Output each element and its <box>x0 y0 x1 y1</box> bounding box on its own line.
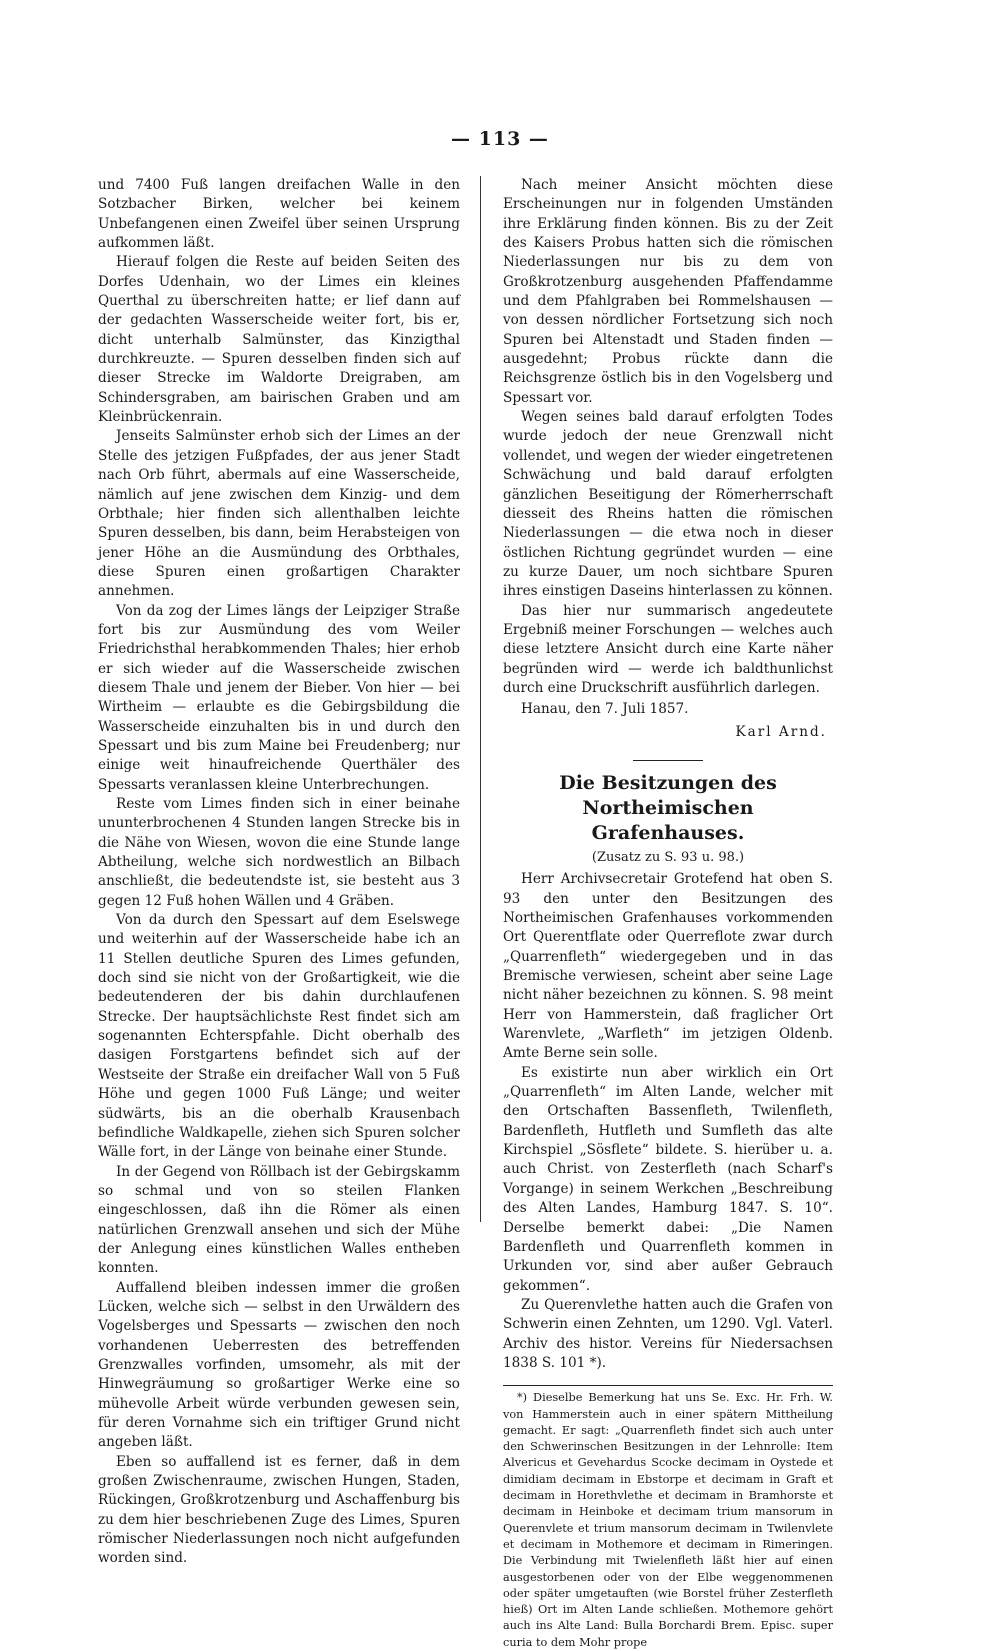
left-column <box>98 176 460 1569</box>
footnote: *) Dieselbe Bemerkung hat uns Se. Exc. Hr. Frh. W. von Hammerstein auch in einer spätern Mittheilung gemacht. Er sagt: „Quarrenfleth findet sich auch unter den Schwerinschen Besitzungen in der Lehnrolle: Item Alvericus et Gevehardus Scocke decimam in Oystede et dimidiam decimam in Ebstorpe et decimam in Graft et decimam in Horethvlethe et decimam in Bramhorste et decimam in Heinboke et decimam trium mansorum in Querenvlete et trium mansorum decimam in Twilenvlete et decimam in Mothemore et decimam in Rimeringen. Die Verbindung mit Twielenfleth läßt hier auf einen ausgestorbenen oder von der Elbe weggenommenen oder später umgetauften (wie Borstel früher Zesterfleth hieß) Ort im Alten Lande schließen. Mothemore gehört auch ins Alte Land: Bulla Borchardi Brem. Episc. super curia to dem Mohr prope <box>503 1391 833 1649</box>
left-paragraph-2: Hierauf folgen die Reste auf beiden Seiten des Dorfes Udenhain, wo der Limes ein kleines Querthal zu überschreiten hatte; er lief dann auf der gedachten Wasserscheide weiter fort, bis er, dicht unterhalb Salmünster, das Kinzigthal durchkreuzte. — Spuren desselben finden sich auf dieser Strecke im Waldorte Dreigraben, am Schindersgraben, am bairischen Graben und am Kleinbrückenrain. <box>98 254 460 426</box>
left-paragraph-9: Eben so auffallend ist es ferner, daß in dem großen Zwischenraume, zwischen Hungen, Staden, Rückingen, Großkrotzenburg und Aschaffenburg bis zu dem hier beschriebenen Zuge des Limes, Spuren römischer Niederlassungen noch nicht aufgefunden worden sind. <box>98 1453 460 1567</box>
column-divider <box>480 176 481 1222</box>
left-paragraph-6: Von da durch den Spessart auf dem Eselswege und weiterhin auf der Wasserscheide habe ich an 11 Stellen deutliche Spuren des Limes gefunden, doch sind sie nicht von der Großartigkeit, wie die bedeutenderen der bis dahin durchlaufenen Strecke. Der hauptsächlichste Rest findet sich am sogenannten Echterspfahle. Dicht oberhalb des dasigen Forstgartens befindet sich auf der Westseite der Straße ein dreifacher Wall von 5 Fuß Höhe und gegen 1000 Fuß Länge; und weiter südwärts, bis an die oberhalb Krausenbach befindliche Waldkapelle, ziehen sich Spuren solcher Wälle fort, in der Länge von beinahe einer Stunde. <box>98 912 460 1161</box>
left-paragraph-1: und 7400 Fuß langen dreifachen Walle in den Sotzbacher Birken, welcher bei keinem Unbefangenen einen Zweifel über seinen Ursprung aufkommen läßt. <box>98 177 460 252</box>
article-subtitle: (Zusatz zu S. 93 u. 98.) <box>591 849 745 865</box>
right-paragraph-3: Das hier nur summarisch angedeutete Ergebniß meiner Forschungen — welches auch diese letztere Ansicht durch eine Karte näher begründen wird — werde ich baldthunlichst durch eine Druckschrift ausführlich darlegen. <box>503 602 833 696</box>
left-paragraph-7: In der Gegend von Röllbach ist der Gebirgskamm so schmal und von so steilen Flanken eingeschlossen, daß ihn die Römer als einen natürlichen Grenzwall ansehen und sich der Mühe der Anlegung eines künstlichen Walles entheben konnten. <box>98 1163 460 1277</box>
page-number: — 113 — <box>451 128 549 150</box>
left-paragraph-4: Von da zog der Limes längs der Leipziger Straße fort bis zur Ausmündung des vom Weiler Friedrichsthal herabkommenden Thales; hier erhob er sich wieder auf die Wasserscheide zwischen diesem Thale und jenem der Bieber. Von hier — bei Wirtheim — erlaubte es die Gebirgsbildung die Wasserscheide einzuhalten bis in und durch den Spessart und bis zum Maine bei Freudenberg; nur einige weit hinaufreichende Querthäler des Spessarts veranlassen kleine Unterbrechungen. <box>98 602 460 793</box>
article-paragraph-1: Herr Archivsecretair Grotefend hat oben S. 93 den unter den Besitzungen des Northeimischen Grafenhauses vorkommenden Ort Querentflate oder Querreflote zwar durch „Quarrenfleth“ wiedergegeben und in das Bremische verwiesen, scheint aber seine Lage nicht näher bezeichnen zu können. S. 98 meint Herr von Hammerstein, daß fraglicher Ort Warenvlete, „Warfleth“ im jetzigen Oldenb. Amte Berne sein solle. <box>503 871 833 1062</box>
left-paragraph-8: Auffallend bleiben indessen immer die großen Lücken, welche sich — selbst in den Urwäldern des Vogelsberges und Spessarts — zwischen den noch vorhandenen Ueberresten des betreffenden Grenzwalles vorfinden, umsomehr, als mit der Hinwegräumung so großartiger Werke eine so mühevolle Arbeit würde verbunden gewesen sein, für deren Vornahme sich ein triftiger Grund nicht angeben läßt. <box>98 1279 460 1451</box>
right-paragraph-1: Nach meiner Ansicht möchten diese Erscheinungen nur in folgenden Umständen ihre Erklärung finden können. Bis zu der Zeit des Kaisers Probus hatten sich die römischen Niederlassungen nur bis zu dem von Großkrotzenburg ausgehenden Pfaffendamme und dem Pfahlgraben bei Rommelshausen — von dessen nördlicher Fortsetzung sich noch Spuren bei Altenstadt und Staden finden — ausgedehnt; Probus rückte dann die Reichsgrenze östlich bis in den Vogelsberg und Spessart vor. <box>503 177 833 406</box>
left-paragraph-5: Reste vom Limes finden sich in einer beinahe ununterbrochenen 4 Stunden langen Strecke bis in die Nähe von Wiesen, wovon die eine Stunde lange Abtheilung, welche sich nordwestlich an Bilbach anschließt, die bedeutendste ist, sie besteht aus 3 gegen 12 Fuß hohen Wällen und 4 Gräben. <box>98 796 460 909</box>
left-paragraph-3: Jenseits Salmünster erhob sich der Limes an der Stelle des jetzigen Fußpfades, der aus jener Stadt nach Orb führt, abermals auf eine Wasserscheide, nämlich auf jene zwischen dem Kinzig- und dem Orbthale; hier finden sich allenthalben leichte Spuren desselben, bis dann, beim Herabsteigen von jener Höhe an die Ausmündung des Orbthales, diese Spuren einen großartigen Charakter annehmen. <box>98 428 460 600</box>
section-divider <box>633 760 703 761</box>
dateline: Hanau, den 7. Juli 1857. <box>521 701 689 718</box>
article-title: Die Besitzungen des Northeimischen Grafenhauses. <box>559 771 777 844</box>
right-column <box>503 176 833 1651</box>
author-signature: Karl Arnd. <box>735 723 827 740</box>
article-paragraph-3: Zu Querenvlethe hatten auch die Grafen von Schwerin einen Zehnten, um 1290. Vgl. Vaterl. Archiv des histor. Vereins für Niedersachsen 1838 S. 101 *). <box>503 1296 833 1371</box>
footnote-rule <box>503 1385 833 1386</box>
right-paragraph-2: Wegen seines bald darauf erfolgten Todes wurde jedoch der neue Grenzwall nicht vollendet, und wegen der wieder eingetretenen Schwächung und bald darauf erfolgten gänzlichen Beseitigung der Römerherrschaft diesseit des Rheins hatten die römischen Niederlassungen — die etwa noch in dieser östlichen Richtung gegründet wurden — eine zu kurze Dauer, um noch sichtbare Spuren ihres einstigen Daseins hinterlassen zu können. <box>503 409 833 600</box>
article-paragraph-2: Es existirte nun aber wirklich ein Ort „Quarrenfleth“ im Alten Lande, welcher mit den Ortschaften Bassenfleth, Twilenfleth, Bardenfleth, Hutfleth und Sumfleth das alte Kirchspiel „Sösflete“ bildete. S. hierüber u. a. auch Christ. von Zesterfleth (nach Scharf's Vorgange) in seinem Werkchen „Beschreibung des Alten Landes, Hamburg 1847. S. 10“. Derselbe bemerkt dabei: „Die Namen Bardenfleth und Quarrenfleth kommen in Urkunden vor, sind aber außer Gebrauch gekommen“. <box>503 1064 833 1294</box>
